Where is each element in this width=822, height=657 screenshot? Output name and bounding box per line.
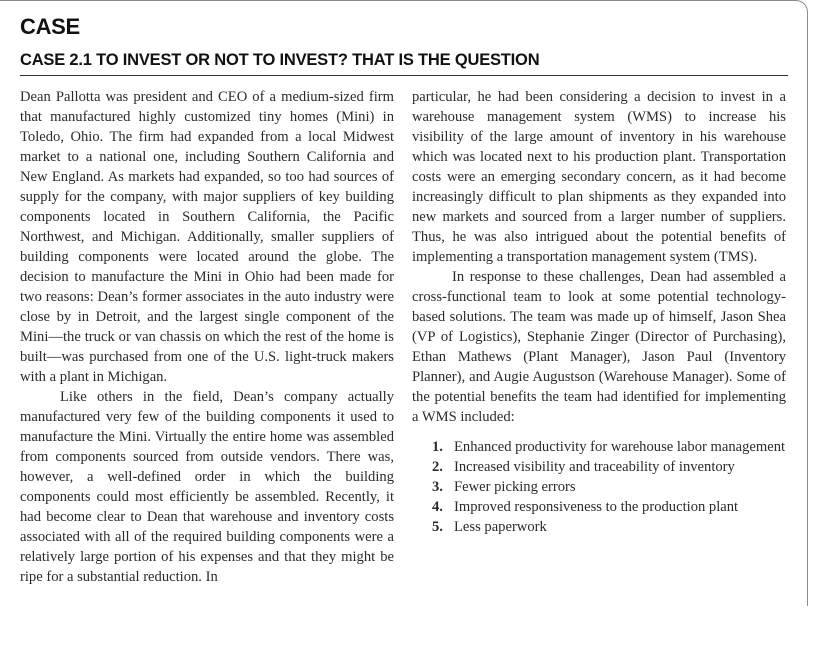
left-column: [20, 87, 394, 587]
paragraph: In response to these challenges, Dean had assembled a cross-functional team to look at some potential technology-based solutions. The team was made up of himself, Jason Shea (VP of Logistics), Stephanie Zinger (Director of Purchasing), Ethan Mathews (Plant Manager), Jason Paul (Inventory Planner), and Augie Augustson (Warehouse Manager). Some of the potential benefits the team had identified for implementing a WMS included:: [412, 269, 786, 425]
benefits-list: [412, 437, 786, 537]
paragraph: particular, he had been considering a decision to invest in a warehouse management system (WMS) to increase his visibility of the large amount of inventory in his warehouse which was located next to his production plant. Transportation costs were an emerging secondary concern, as it had become increasingly difficult to plan shipments as they expanded into new markets and sourced from a larger number of suppliers. Thus, he was also intrigued about the potential benefits of implementing a transportation management system (TMS).: [412, 89, 786, 265]
list-item: [412, 437, 786, 457]
list-number: 5.: [432, 519, 443, 535]
case-label: CASE: [20, 14, 80, 39]
list-number: 4.: [432, 499, 443, 515]
list-item: [412, 497, 786, 517]
list-text: Enhanced productivity for warehouse labor management: [454, 439, 786, 455]
list-item: [412, 477, 786, 497]
list-number: 3.: [432, 479, 443, 495]
list-number: 1.: [432, 439, 443, 455]
list-text: Improved responsiveness to the production plant: [454, 499, 739, 515]
paragraph: Like others in the field, Dean’s company actually manufactured very few of the building components it used to manufacture the Mini. Virtually the entire home was assembled from components sourced from outside vendors. There was, however, a well-defined order in which the building components could most efficiently be assembled. Recently, it had become clear to Dean that warehouse and inventory costs associated with all of the required building components were a relatively large portion of his expenses and that they might be ripe for a substantial reduction. In: [20, 389, 394, 585]
paragraph: Dean Pallotta was president and CEO of a medium-sized firm that manufactured highly customized tiny homes (Mini) in Toledo, Ohio. The firm had expanded from a local Midwest market to a national one, including Southern California and New England. As markets had expanded, so too had sources of supply for the company, with major suppliers of key building components located in Southern California, the Pacific Northwest, and Michigan. Additionally, smaller suppliers of building components were located around the globe. The decision to manufacture the Mini in Ohio had been made for two reasons: Dean’s former associates in the auto industry were close by in Detroit, and the largest single component of the Mini—the truck or van chassis on which the rest of the home is built—was purchased from one of the U.S. light-truck makers with a plant in Michigan.: [20, 89, 394, 385]
list-item: [412, 457, 786, 477]
list-number: 2.: [432, 459, 443, 475]
list-item: [412, 517, 786, 537]
title-divider: [20, 75, 788, 76]
case-title: CASE 2.1 TO INVEST OR NOT TO INVEST? THAT IS THE QUESTION: [20, 51, 540, 69]
list-text: Less paperwork: [454, 519, 547, 535]
right-column: [412, 87, 786, 537]
list-text: Increased visibility and traceability of inventory: [454, 459, 735, 475]
list-text: Fewer picking errors: [454, 479, 576, 495]
